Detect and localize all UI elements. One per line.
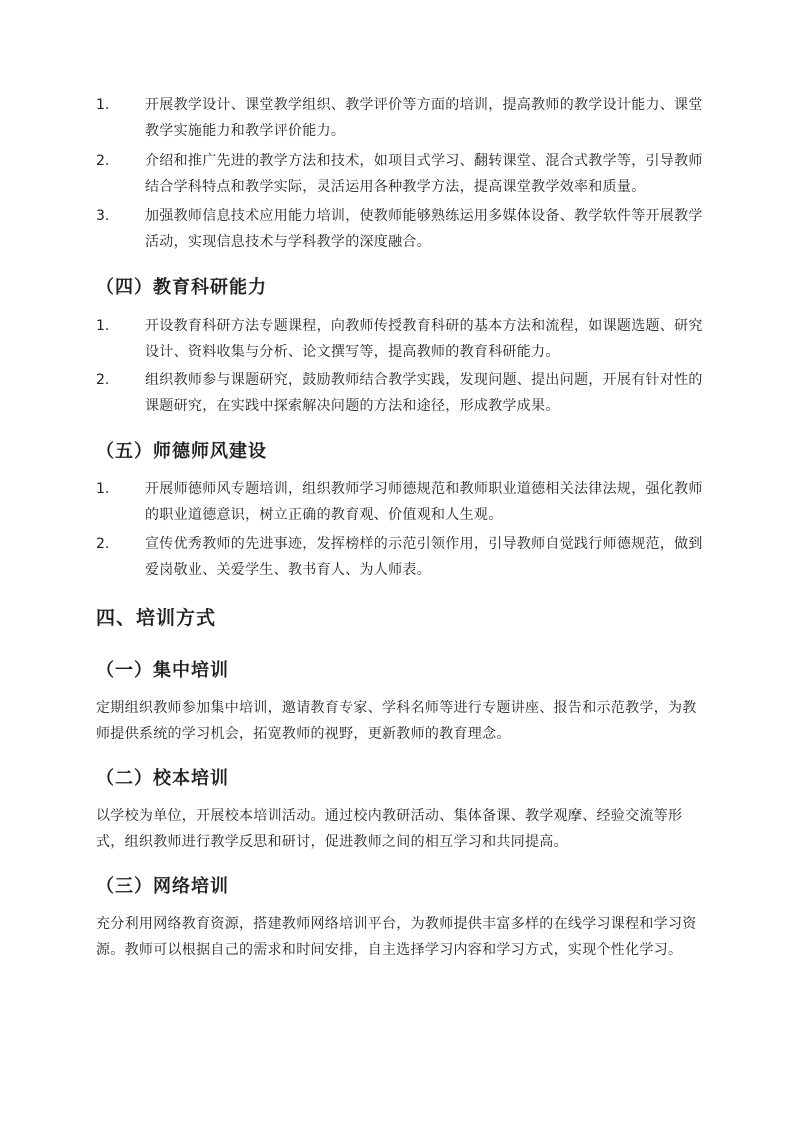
list-number: 1. [96,318,110,334]
chapter-heading-training-methods: 四、培训方式 [96,607,217,629]
list-number: 2. [96,536,110,552]
list-text: 组织教师参与课题研究，鼓励教师结合教学实践，发现问题、提出问题，开展有针对性的课题研究，在实践中探索解决问题的方法和途径，形成教学成果。 [145,372,703,414]
list-number: 2. [96,153,110,169]
paragraph-online: 充分利用网络教育资源，搭建教师网络培训平台，为教师提供丰富多样的在线学习课程和学习资源。教师可以根据自己的需求和时间安排，自主选择学习内容和学习方式，实现个性化学习。 [96,916,697,958]
section-heading-school: （二）校本培训 [96,768,229,789]
list-text: 介绍和推广先进的教学方法和技术，如项目式学习、翻转课堂、混合式教学等，引导教师结合学科特点和教学实际，灵活运用各种教学方法，提高课堂教学效率和质量。 [145,153,703,195]
paragraph-school: 以学校为单位，开展校本培训活动。通过校内教研活动、集体备课、教学观摩、经验交流等形式，组织教师进行教学反思和研讨，促进教师之间的相互学习和共同提高。 [96,808,683,850]
list-text: 开展师德师风专题培训，组织教师学习师德规范和教师职业道德相关法律法规，强化教师的职业道德意识，树立正确的教育观、价值观和人生观。 [145,481,703,523]
section-heading-research: （四）教育科研能力 [96,277,267,298]
section-heading-online: （三）网络培训 [96,876,229,897]
list-text: 开展教学设计、课堂教学组织、教学评价等方面的培训，提高教师的教学设计能力、课堂教学实施能力和教学评价能力。 [145,97,703,139]
section-heading-ethics: （五）师德师风建设 [96,441,267,462]
paragraph-centralized: 定期组织教师参加集中培训，邀请教育专家、学科名师等进行专题讲座、报告和示范教学，为教师提供系统的学习机会，拓宽教师的视野，更新教师的教育理念。 [96,700,697,742]
list-text: 开设教育科研方法专题课程，向教师传授教育科研的基本方法和流程，如课题选题、研究设计、资料收集与分析、论文撰写等，提高教师的教育科研能力。 [145,318,703,360]
list-text: 宣传优秀教师的先进事迹，发挥榜样的示范引领作用，引导教师自觉践行师德规范，做到爱岗敬业、关爱学生、教书育人、为人师表。 [145,536,703,578]
section-heading-centralized: （一）集中培训 [96,660,229,681]
list-number: 1. [96,97,110,113]
list-number: 1. [96,481,110,497]
list-text: 加强教师信息技术应用能力培训，使教师能够熟练运用多媒体设备、教学软件等开展教学活动，实现信息技术与学科教学的深度融合。 [145,208,703,250]
list-number: 2. [96,372,110,388]
list-number: 3. [96,208,110,224]
